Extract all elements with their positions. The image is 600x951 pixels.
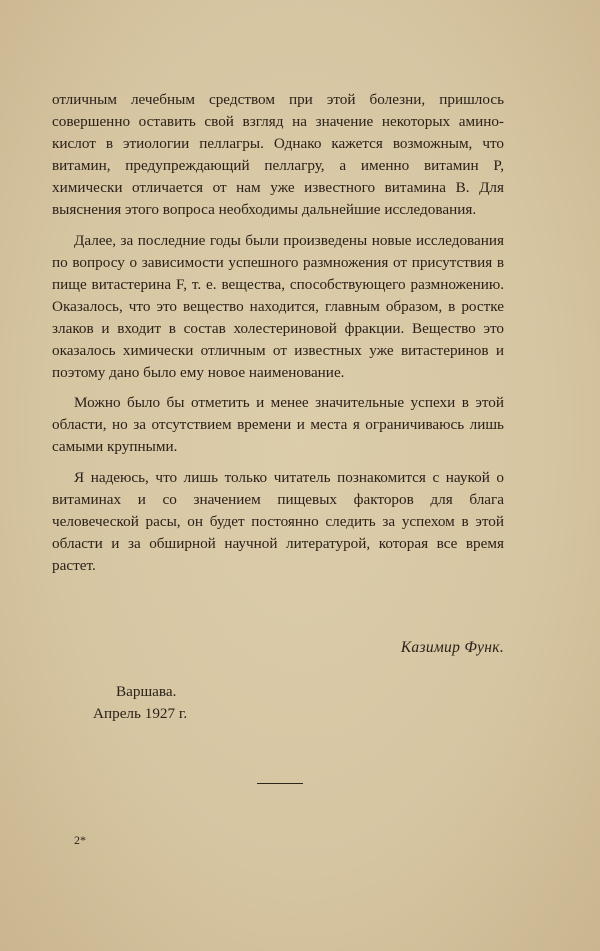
section-rule (257, 783, 303, 784)
date-line: Апрель 1927 г. (93, 705, 188, 722)
author-signature: Казимир Функ. (400, 639, 504, 656)
body-text (52, 89, 504, 585)
place-line: Варшава. (116, 683, 177, 700)
paragraph-2: Далее, за последние годы были произведены новые исследования по вопросу о зависимости успешного размножения от присутствия в пище витастерина F, т. е. вещества, способствующего размножению. Оказалось, что это вещество находится, главным образом, в ростке злаков и входит в состав холестериновой фракции. Вещество это оказалось химически отличным от известных уже витастеринов и поэтому дано было ему новое наименование. (52, 231, 504, 382)
paragraph-4: Я надеюсь, что лишь только читатель познакомится с наукой о витаминах и со значением пищевых факторов для блага человеческой расы, он будет постоянно следить за успехом в этой области и за обширной научной литературой, которая все время растет. (52, 468, 504, 574)
paragraph-1: отличным лечебным средством при этой болезни, пришлось совершенно оставить свой взгляд на значение некоторых амино-кислот в этиологии пеллагры. Однако кажется возможным, что витамин, предупреждающий пеллагру, а именно витамин P, химически отличается от нам уже известного витамина B. Для выяснения этого вопроса необходимы дальнейшие исследования. (52, 91, 504, 219)
paragraph-3: Можно было бы отметить и менее значительные успехи в этой области, но за отсутствием времени и места я ограничиваюсь лишь самыми крупными. (52, 394, 504, 456)
printer-signature-mark: 2* (74, 833, 86, 847)
